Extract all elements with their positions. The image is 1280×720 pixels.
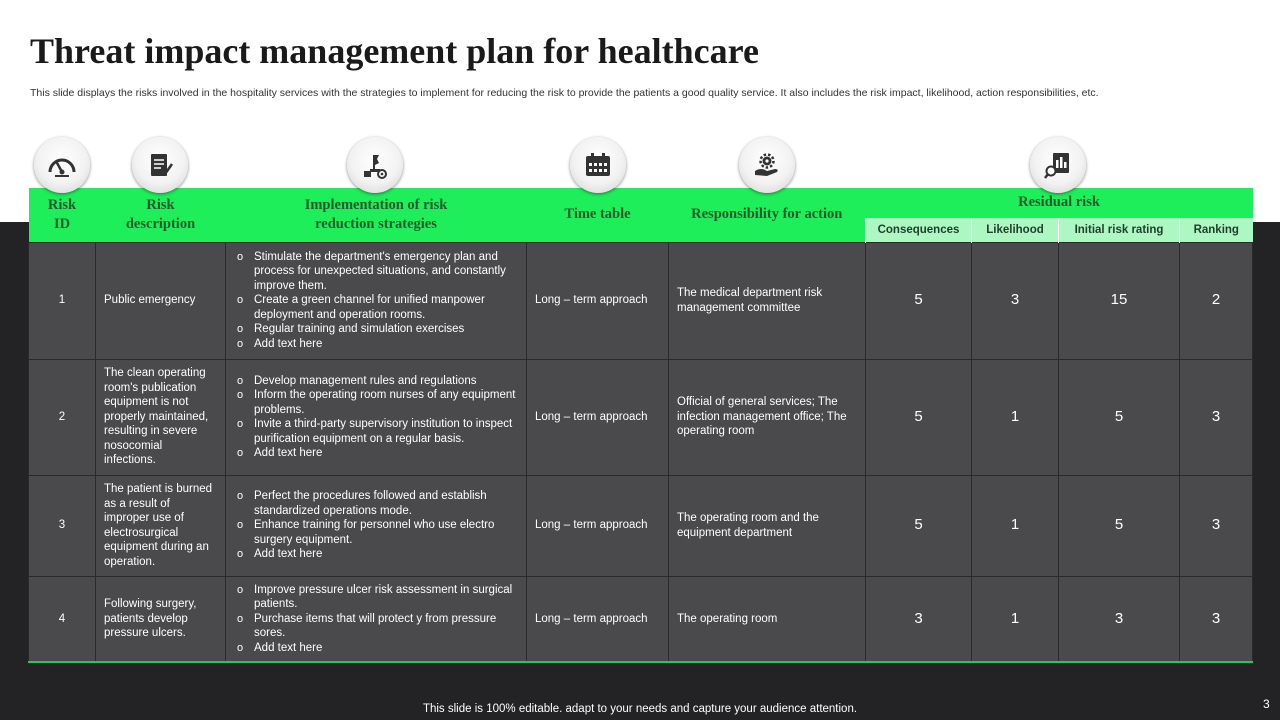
- strategy-item: o Improve pressure ulcer risk assessment in surgical patients.: [234, 583, 518, 612]
- risk-description-cell: Following surgery, patients develop pressure ulcers.: [96, 576, 226, 662]
- subheader-ranking: Ranking: [1180, 218, 1253, 242]
- risk-description-cell: The patient is burned as a result of improper use of electrosurgical equipment during an operation.: [96, 475, 226, 576]
- responsibility-cell: The medical department risk management committee: [669, 242, 866, 359]
- strategy-item: o Create a green channel for unified manpower deployment and operation rooms.: [234, 293, 518, 322]
- table-row: [29, 359, 1253, 475]
- strategy-chess-icon: [347, 137, 403, 193]
- table-row: [29, 242, 1253, 359]
- document-icon: [132, 137, 188, 193]
- ranking-cell: 3: [1180, 359, 1253, 475]
- gauge-icon: [34, 137, 90, 193]
- risk-id-cell: 3: [29, 475, 96, 576]
- strategy-item: o Stimulate the department's emergency plan and process for unexpected situations, and constantly improve them.: [234, 250, 518, 294]
- consequences-cell: 5: [866, 359, 972, 475]
- subheader-likelihood: Likelihood: [972, 218, 1059, 242]
- consequences-cell: 5: [866, 475, 972, 576]
- likelihood-cell: 1: [972, 475, 1059, 576]
- risk-description-cell: The clean operating room's publication equipment is not properly maintained, resulting in severe nosocomial infections.: [96, 359, 226, 475]
- strategies-cell: [226, 359, 527, 475]
- consequences-cell: 5: [866, 242, 972, 359]
- risk-id-cell: 2: [29, 359, 96, 475]
- initial-risk-rating-cell: 5: [1059, 359, 1180, 475]
- ranking-cell: 3: [1180, 576, 1253, 662]
- table-row: [29, 576, 1253, 662]
- likelihood-cell: 1: [972, 359, 1059, 475]
- subheader-consequences: Consequences: [866, 218, 972, 242]
- strategy-item: o Add text here: [234, 547, 518, 562]
- strategy-item: o Perfect the procedures followed and establish standardized operations mode.: [234, 489, 518, 518]
- initial-risk-rating-cell: 5: [1059, 475, 1180, 576]
- risk-id-cell: 1: [29, 242, 96, 359]
- strategy-item: o Invite a third-party supervisory institution to inspect purification equipment on a regular basis.: [234, 417, 518, 446]
- strategy-item: o Add text here: [234, 641, 518, 656]
- page-title: Threat impact management plan for healthcare: [30, 31, 759, 71]
- subheader-initial-risk-rating: Initial risk rating: [1059, 218, 1180, 242]
- footer-note: This slide is 100% editable. adapt to your needs and capture your audience attention.: [422, 703, 858, 715]
- strategy-item: o Enhance training for personnel who use electro surgery equipment.: [234, 518, 518, 547]
- page-subtitle: This slide displays the risks involved in the hospitality services with the strategies to implement for reducing the risk to provide the patients a good quality service. It also includes the risk impact, likelihood, action responsibilities, etc.: [30, 87, 1099, 99]
- strategy-item: o Add text here: [234, 337, 518, 352]
- strategies-cell: [226, 576, 527, 662]
- header-risk-id: Risk ID: [29, 188, 96, 242]
- likelihood-cell: 3: [972, 242, 1059, 359]
- strategy-item: o Add text here: [234, 446, 518, 461]
- consequences-cell: 3: [866, 576, 972, 662]
- header-risk-description: Risk description: [96, 188, 226, 242]
- timetable-cell: Long – term approach: [527, 359, 669, 475]
- strategy-item: o Purchase items that will protect y from pressure sores.: [234, 612, 518, 641]
- calendar-icon: [570, 137, 626, 193]
- responsibility-cell: Official of general services; The infection management office; The operating room: [669, 359, 866, 475]
- risk-description-cell: Public emergency: [96, 242, 226, 359]
- responsibility-cell: The operating room: [669, 576, 866, 662]
- strategies-cell: [226, 475, 527, 576]
- strategies-cell: [226, 242, 527, 359]
- table-row: [29, 475, 1253, 576]
- timetable-cell: Long – term approach: [527, 242, 669, 359]
- responsibility-cell: The operating room and the equipment department: [669, 475, 866, 576]
- risk-id-cell: 4: [29, 576, 96, 662]
- header-responsibility: Responsibility for action: [669, 188, 866, 242]
- header-timetable: Time table: [527, 188, 669, 242]
- strategy-item: o Regular training and simulation exercises: [234, 322, 518, 337]
- hand-gear-icon: [739, 137, 795, 193]
- timetable-cell: Long – term approach: [527, 475, 669, 576]
- initial-risk-rating-cell: 3: [1059, 576, 1180, 662]
- timetable-cell: Long – term approach: [527, 576, 669, 662]
- header-implementation: Implementation of risk reduction strategies: [226, 188, 527, 242]
- initial-risk-rating-cell: 15: [1059, 242, 1180, 359]
- page-number: 3: [1263, 697, 1270, 711]
- strategy-item: o Inform the operating room nurses of any equipment problems.: [234, 388, 518, 417]
- likelihood-cell: 1: [972, 576, 1059, 662]
- report-magnifier-icon: [1030, 137, 1086, 193]
- risk-plan-table: [28, 188, 1253, 663]
- header-residual-risk: Residual risk: [866, 188, 1253, 218]
- ranking-cell: 2: [1180, 242, 1253, 359]
- ranking-cell: 3: [1180, 475, 1253, 576]
- strategy-item: o Develop management rules and regulations: [234, 374, 518, 389]
